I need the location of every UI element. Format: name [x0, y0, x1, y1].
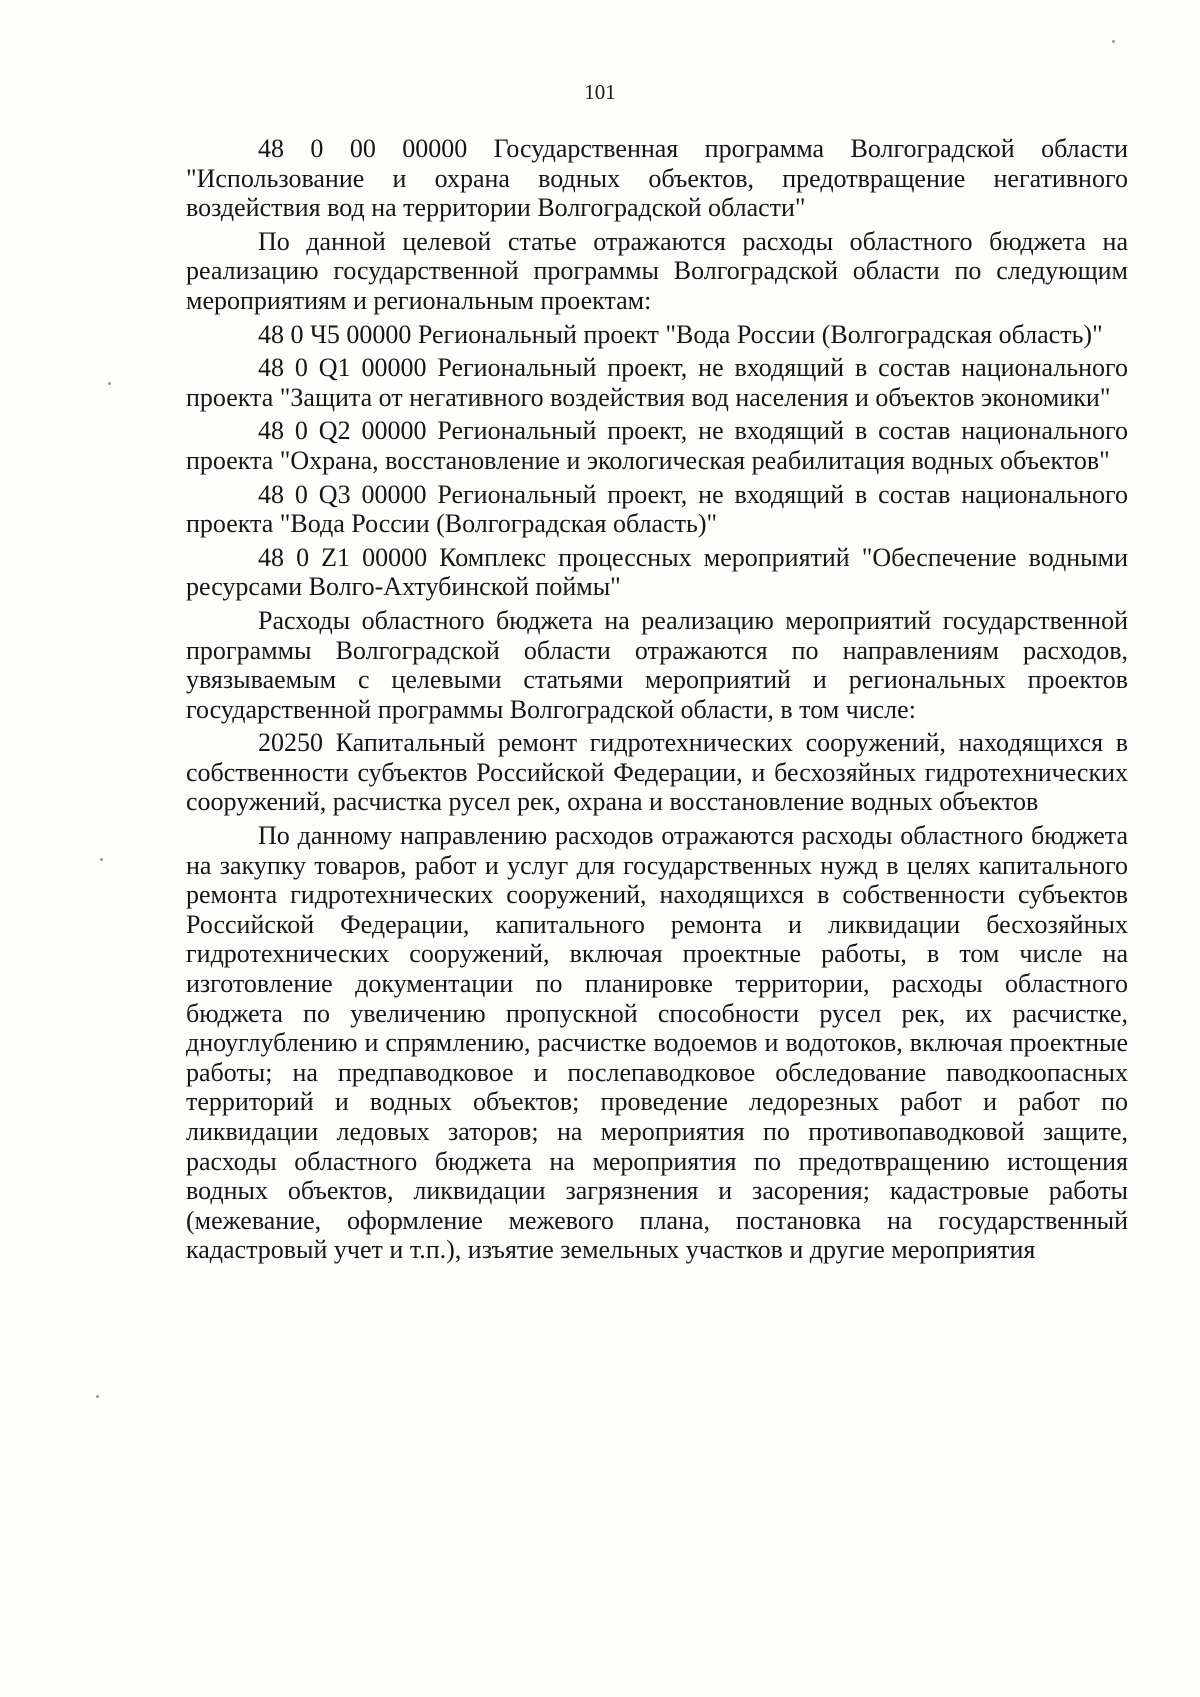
paragraph-direction-description: По данному направлению расходов отражаются расходы областного бюджета на закупку товаров, работ и услуг для государственных нужд в целях капитального ремонта гидротехнических сооружений, находящихся в собственности субъектов Российской Федерации, капитального ремонта и ликвидации бесхозяйных гидротехнических сооружений, включая проектные работы, в том числе на изготовление документации по планировке территории, расходы областного бюджета по увеличению пропускной способности русел рек, их расчистке, дноуглублению и спрямлению, расчистке водоемов и водотоков, включая проектные работы; на предпаводковое и послепаводковое обследование паводкоопасных территорий и водных объектов; проведение ледорезных работ и работ по ликвидации ледовых заторов; на мероприятия по противопаводковой защите, расходы областного бюджета на мероприятия по предотвращению истощения водных объектов, ликвидации загрязнения и засорения; кадастровые работы (межевание, оформление межевого плана, постановка на государственный кадастровый учет и т.п.), изъятие земельных участков и другие мероприятия: [186, 821, 1128, 1265]
paragraph-expenses: Расходы областного бюджета на реализацию мероприятий государственной программы Волгоградской области отражаются по направлениям расходов, увязываемым с целевыми статьями мероприятий и региональных проектов государственной программы Волгоградской области, в том числе:: [186, 605, 1128, 724]
paragraph-project-ch5: 48 0 Ч5 00000 Региональный проект "Вода России (Волгоградская область)": [258, 319, 1103, 349]
paragraph-project-q2: 48 0 Q2 00000 Региональный проект, не входящий в состав национального проекта "Охрана, восстановление и экологическая реабилитация водных объектов": [186, 416, 1128, 475]
paragraph-target-article: По данной целевой статье отражаются расходы областного бюджета на реализацию государственной программы Волгоградской области по следующим мероприятиям и региональным проектам:: [186, 226, 1128, 315]
paragraph-complex-z1: 48 0 Z1 00000 Комплекс процессных мероприятий "Обеспечение водными ресурсами Волго-Ахтубинской поймы": [186, 542, 1128, 602]
paragraph-project-q1: 48 0 Q1 00000 Региональный проект, не входящий в состав национального проекта "Защита от негативного воздействия вод населения и объектов экономики": [186, 353, 1128, 412]
page-number: 101: [584, 80, 616, 104]
paragraph-program-title: 48 0 00 00000 Государственная программа Волгоградской области "Использование и охрана водных объектов, предотвращение негативного воздействия вод на территории Волгоградской области": [186, 134, 1128, 223]
paragraph-project-q3: 48 0 Q3 00000 Региональный проект, не входящий в состав национального проекта "Вода России (Волгоградская область)": [186, 479, 1128, 539]
document-body: [186, 134, 1128, 1265]
paragraph-direction-20250: 20250 Капитальный ремонт гидротехнических сооружений, находящихся в собственности субъектов Российской Федерации, и бесхозяйных гидротехнических сооружений, расчистка русел рек, охрана и восстановление водных объектов: [186, 728, 1128, 817]
